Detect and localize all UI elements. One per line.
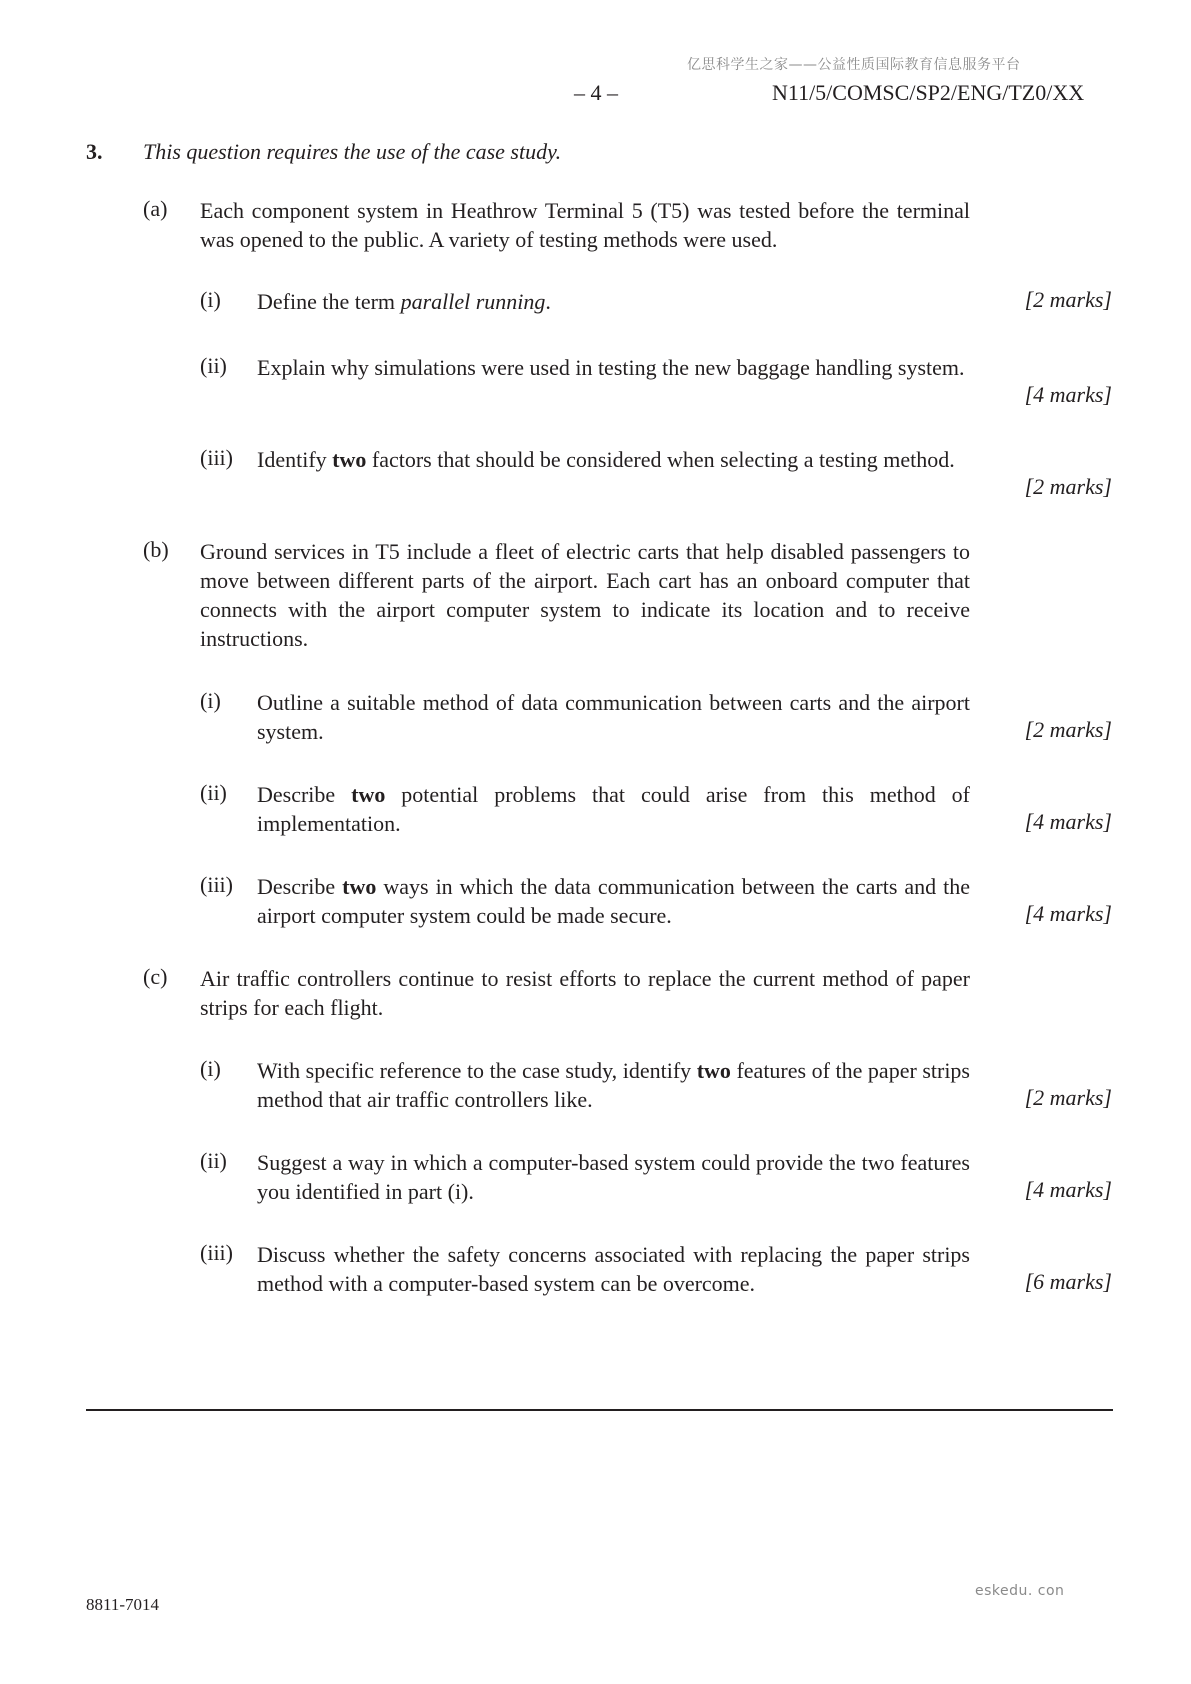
subpart-label: (ii) xyxy=(200,1148,227,1173)
watermark-text: 亿思科学生之家——公益性质国际教育信息服务平台 xyxy=(687,57,1021,73)
page-number: – 4 – xyxy=(574,80,618,105)
subpart-text: Identify two factors that should be considered when selecting a testing method. xyxy=(257,447,955,472)
subpart-label: (iii) xyxy=(200,872,233,897)
marks-label: [4 marks] xyxy=(1024,809,1112,834)
subpart-text: Discuss whether the safety concerns associated with replacing the paper strips method with a computer-based system can be overcome. xyxy=(257,1242,970,1296)
subpart-label: (ii) xyxy=(200,353,227,378)
marks-label: [6 marks] xyxy=(1024,1269,1112,1294)
marks-label: [2 marks] xyxy=(1024,474,1112,499)
marks-label: [2 marks] xyxy=(1024,1085,1112,1110)
subpart-label: (i) xyxy=(200,287,221,312)
subpart-label: (iii) xyxy=(200,445,233,470)
subpart-label: (i) xyxy=(200,1056,221,1081)
subpart-text: Outline a suitable method of data communication between carts and the airport system. xyxy=(257,690,970,744)
question-intro: This question requires the use of the case study. xyxy=(143,139,562,164)
subpart-text: Define the term parallel running. xyxy=(257,289,551,314)
part-label: (b) xyxy=(143,537,169,562)
marks-label: [2 marks] xyxy=(1024,287,1112,312)
page-divider xyxy=(86,1409,1113,1411)
subpart-text: Describe two ways in which the data communication between the carts and the airport computer system could be made secure. xyxy=(257,874,970,928)
watermark-site: eskedu. con xyxy=(975,1583,1065,1599)
part-stem: Air traffic controllers continue to resist efforts to replace the current method of paper strips for each flight. xyxy=(200,966,970,1020)
part-stem: Each component system in Heathrow Terminal 5 (T5) was tested before the terminal was opened to the public. A variety of testing methods were used. xyxy=(200,198,970,252)
marks-label: [4 marks] xyxy=(1024,1177,1112,1202)
subpart-text: Describe two potential problems that could arise from this method of implementation. xyxy=(257,782,970,836)
part-label: (a) xyxy=(143,196,168,221)
part-stem: Ground services in T5 include a fleet of electric carts that help disabled passengers to move between different parts of the airport. Each cart has an onboard computer that connects with the airport computer system to indicate its location and to receive instructions. xyxy=(200,539,970,651)
marks-label: [4 marks] xyxy=(1024,382,1112,407)
marks-label: [4 marks] xyxy=(1024,901,1112,926)
question-number: 3. xyxy=(86,139,103,164)
subpart-text: Explain why simulations were used in testing the new baggage handling system. xyxy=(257,355,965,380)
subpart-text: Suggest a way in which a computer-based system could provide the two features you identified in part (i). xyxy=(257,1150,970,1204)
marks-label: [2 marks] xyxy=(1024,717,1112,742)
subpart-label: (ii) xyxy=(200,780,227,805)
footer-code: 8811-7014 xyxy=(86,1595,160,1614)
part-label: (c) xyxy=(143,964,168,989)
subpart-label: (i) xyxy=(200,688,221,713)
subpart-label: (iii) xyxy=(200,1240,233,1265)
subpart-text: With specific reference to the case study, identify two features of the paper strips method that air traffic controllers like. xyxy=(257,1058,970,1112)
paper-code: N11/5/COMSC/SP2/ENG/TZ0/XX xyxy=(772,80,1085,105)
